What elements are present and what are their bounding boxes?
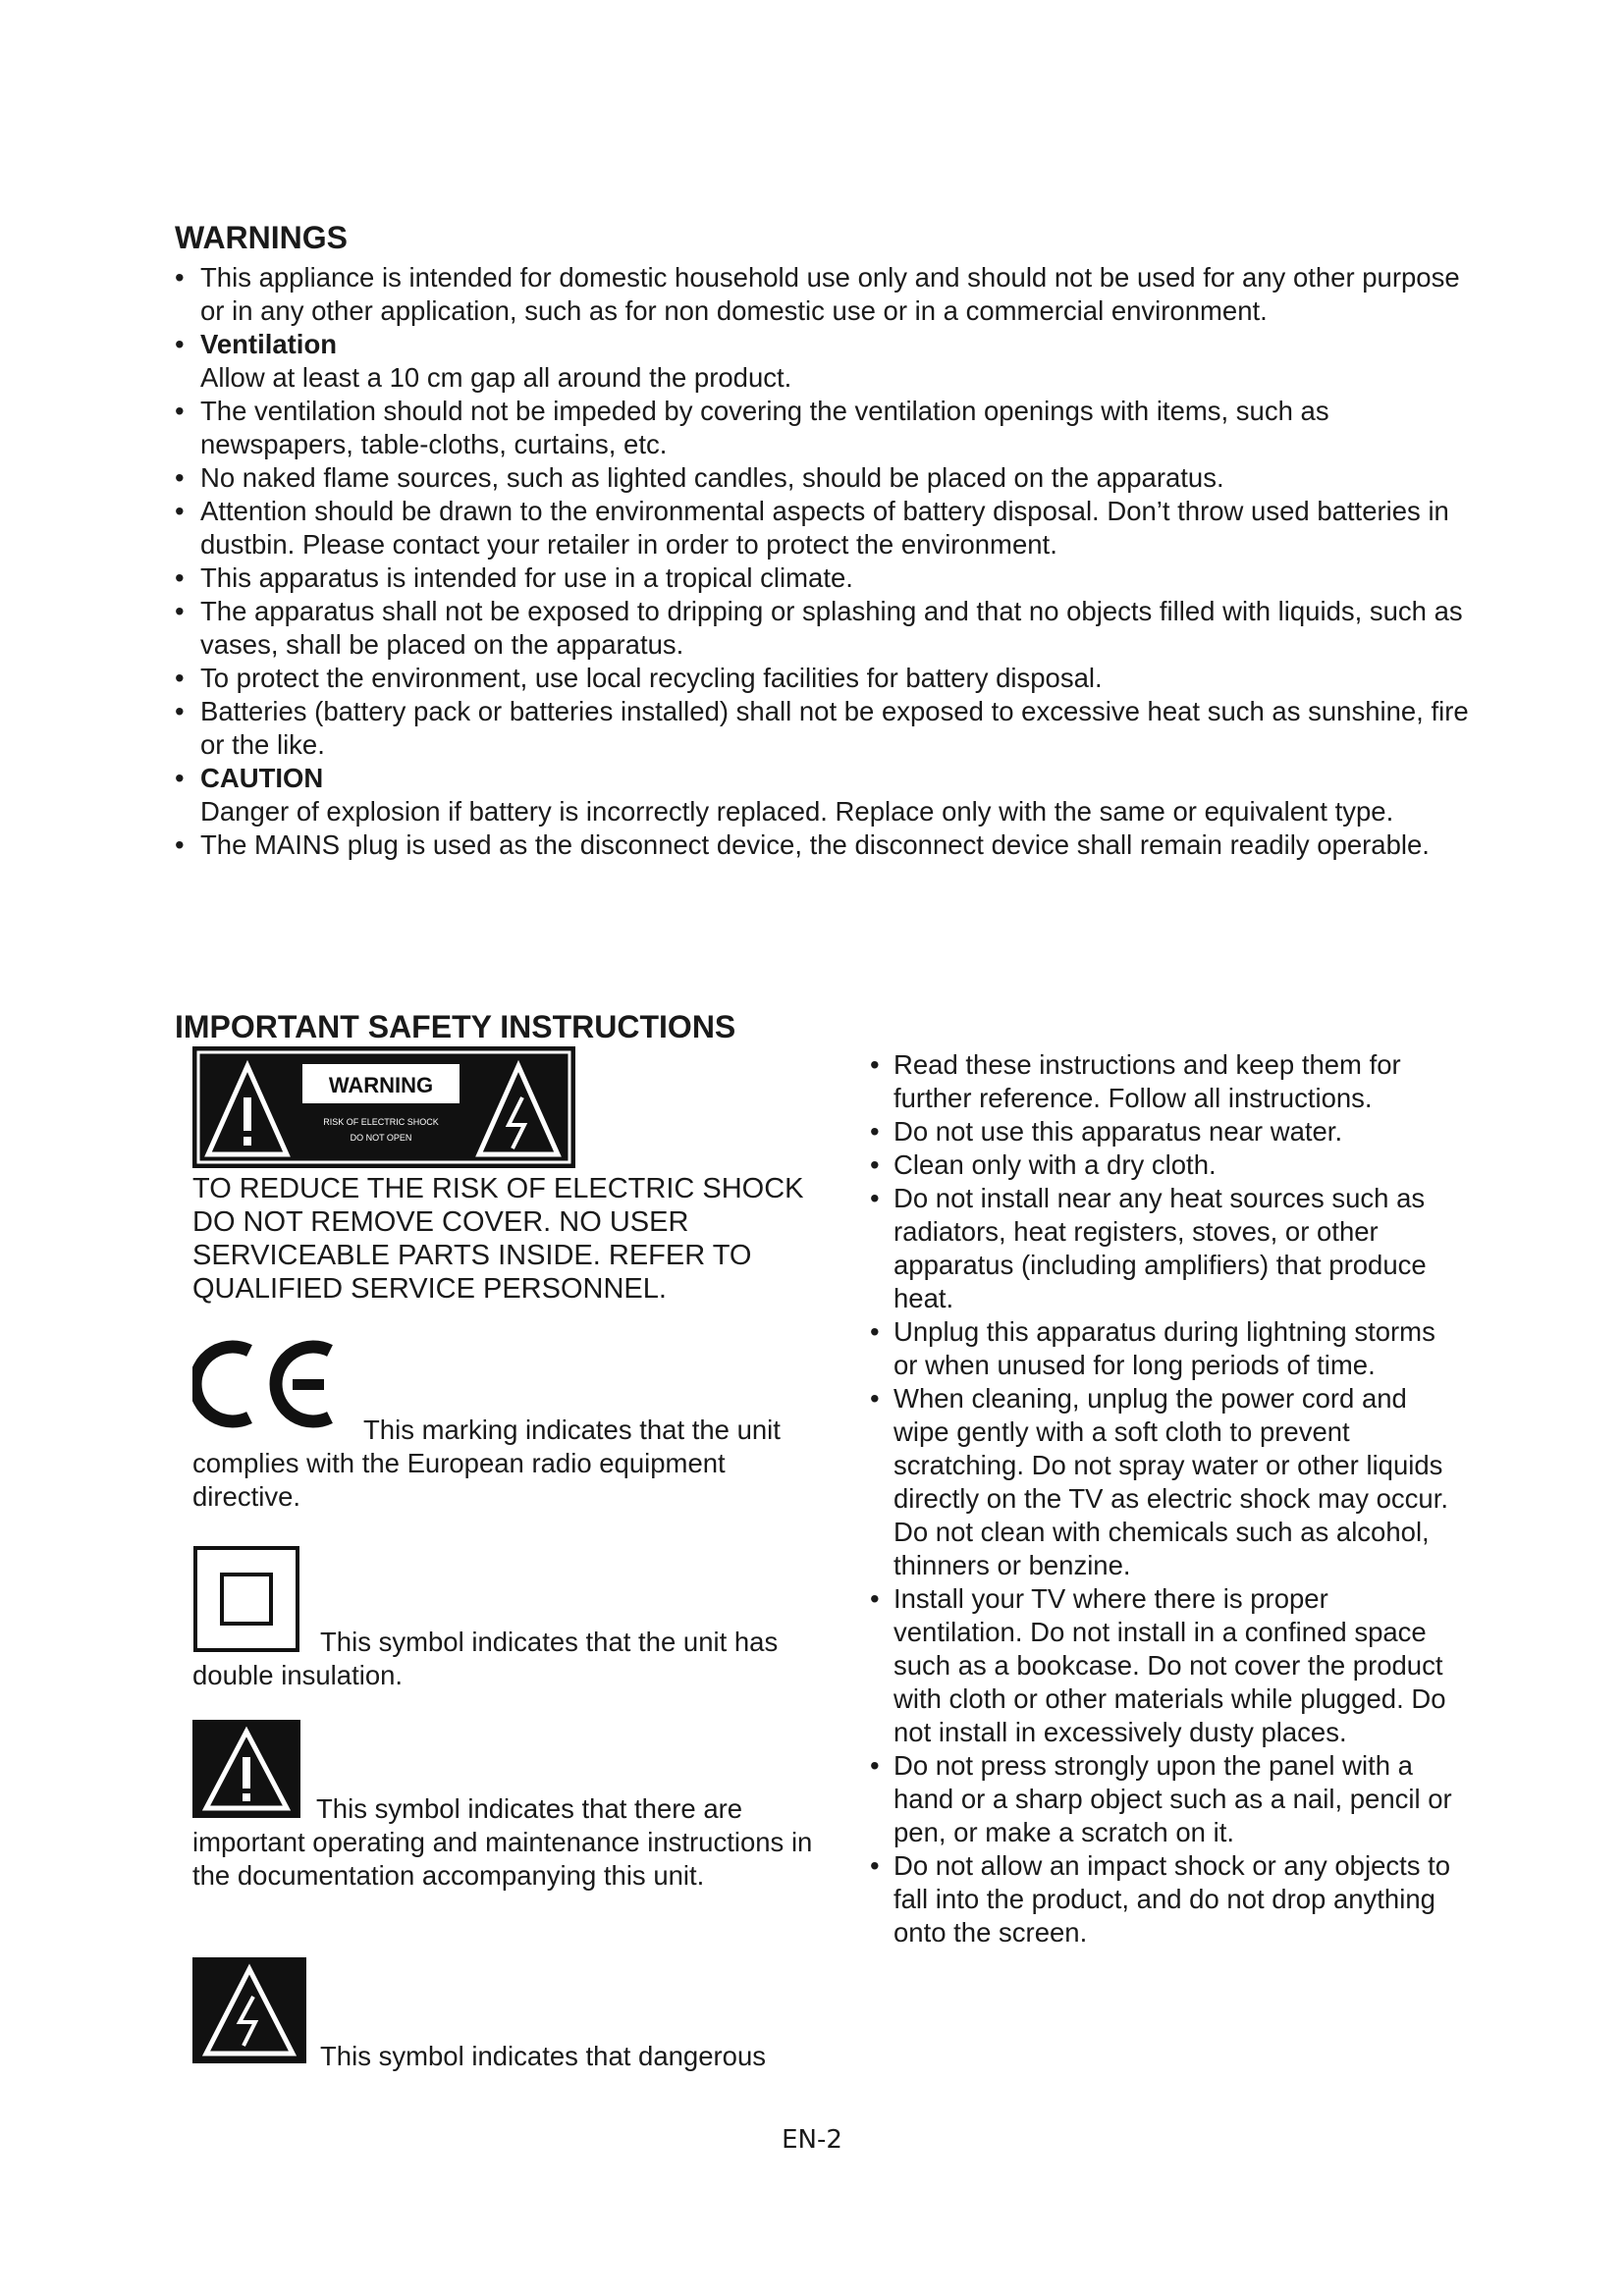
- bullet-icon: •: [175, 262, 185, 293]
- bullet-icon: •: [870, 1383, 880, 1414]
- double-insulation-text: This symbol indicates that the unit has double insulation.: [192, 1627, 779, 1690]
- bullet-icon: •: [175, 329, 185, 359]
- bullet-icon: •: [870, 1316, 880, 1347]
- list-item: • No naked flame sources, such as lighted candles, should be placed on the apparatus.: [175, 462, 1224, 493]
- page-number: EN-2: [782, 2125, 842, 2155]
- list-item: • Clean only with a dry cloth.: [870, 1149, 1217, 1180]
- warning-label-icon: [192, 1046, 575, 1168]
- lightning-text: This symbol indicates that dangerous: [320, 2041, 766, 2071]
- list-item: • Do not press strongly upon the panel with a hand or a sharp object such as a nail, pencil or pen, or make a scratch on it.: [870, 1750, 1452, 1847]
- list-item: • Do not install near any heat sources such as radiators, heat registers, stoves, or other apparatus (including amplifiers) that produce heat.: [870, 1183, 1427, 1313]
- warning-label-line1: RISK OF ELECTRIC SHOCK: [323, 1117, 439, 1127]
- list-item: • This apparatus is intended for use in a tropical climate.: [175, 562, 853, 593]
- list-item: • Batteries (battery pack or batteries installed) shall not be exposed to excessive heat such as sunshine, fire or the like.: [175, 696, 1469, 760]
- list-item: • Unplug this apparatus during lightning storms or when unused for long periods of time.: [870, 1316, 1435, 1380]
- list-item: • The ventilation should not be impeded by covering the ventilation openings with items, such as newspapers, table-cloths, curtains, etc.: [175, 396, 1329, 459]
- warning-label-graphic: [192, 1046, 575, 1168]
- bullet-icon: •: [870, 1850, 880, 1881]
- list-item: • Ventilation Allow at least a 10 cm gap all around the product.: [175, 329, 792, 393]
- bullet-icon: •: [175, 462, 185, 493]
- bullet-icon: •: [175, 829, 185, 860]
- bullet-icon: •: [870, 1583, 880, 1614]
- exclamation-text: This symbol indicates that there are important operating and maintenance instructions in the documentation accompanying this unit.: [192, 1793, 813, 1891]
- warning-label-title: WARNING: [328, 1073, 434, 1097]
- list-item: • Install your TV where there is proper ventilation. Do not install in a confined space such as a bookcase. Do not cover the product with cloth or other materials while plugged. Do not install in excessively dusty places.: [870, 1583, 1446, 1747]
- bullet-icon: •: [175, 696, 185, 726]
- bullet-icon: •: [175, 596, 185, 626]
- safety-heading: IMPORTANT SAFETY INSTRUCTIONS: [175, 1009, 736, 1044]
- list-item: • CAUTION Danger of explosion if battery is incorrectly replaced. Replace only with the same or equivalent type.: [175, 763, 1394, 827]
- bullet-icon: •: [175, 396, 185, 426]
- bullet-icon: •: [870, 1116, 880, 1147]
- warning-label-line2: DO NOT OPEN: [350, 1133, 412, 1143]
- bullet-icon: •: [870, 1049, 880, 1080]
- caution-heading: CAUTION: [200, 763, 324, 793]
- warnings-list: [175, 261, 1481, 862]
- list-item: • Do not allow an impact shock or any objects to fall into the product, and do not drop anything onto the screen.: [870, 1850, 1451, 1948]
- list-item: • Do not use this apparatus near water.: [870, 1116, 1343, 1147]
- bullet-icon: •: [175, 663, 185, 693]
- list-item: • Attention should be drawn to the environmental aspects of battery disposal. Don’t throw used batteries in dustbin. Please contact your retailer in order to protect the environment.: [175, 496, 1449, 560]
- ventilation-heading: Ventilation: [200, 329, 338, 359]
- list-item: • When cleaning, unplug the power cord and wipe gently with a soft cloth to prevent scratching. Do not spray water or other liquids directly on the TV as electric shock may occur. Do not clean with chemicals such as alcohol, thinners or benzine.: [870, 1383, 1448, 1580]
- bullet-icon: •: [175, 562, 185, 593]
- bullet-icon: •: [175, 496, 185, 526]
- bullet-icon: •: [175, 763, 185, 793]
- list-item: • This appliance is intended for domestic household use only and should not be used for any other purpose or in any other application, such as for non domestic use or in a commercial environment.: [175, 262, 1460, 326]
- shock-notice: TO REDUCE THE RISK OF ELECTRIC SHOCK DO NOT REMOVE COVER. NO USER SERVICEABLE PARTS INSIDE. REFER TO QUALIFIED SERVICE PERSONNEL.: [192, 1173, 804, 1305]
- list-item: • The MAINS plug is used as the disconnect device, the disconnect device shall remain readily operable.: [175, 829, 1430, 860]
- list-item: • To protect the environment, use local recycling facilities for battery disposal.: [175, 663, 1103, 693]
- bullet-icon: •: [870, 1183, 880, 1213]
- list-item: • The apparatus shall not be exposed to dripping or splashing and that no objects filled with liquids, such as vases, shall be placed on the apparatus.: [175, 596, 1463, 660]
- bullet-icon: •: [870, 1149, 880, 1180]
- bullet-icon: •: [870, 1750, 880, 1781]
- safety-instructions-list: [870, 1048, 1459, 1949]
- list-item: • Read these instructions and keep them for further reference. Follow all instructions.: [870, 1049, 1401, 1113]
- ce-text: This marking indicates that the unit complies with the European radio equipment directive.: [192, 1415, 781, 1512]
- warnings-heading: WARNINGS: [175, 220, 348, 255]
